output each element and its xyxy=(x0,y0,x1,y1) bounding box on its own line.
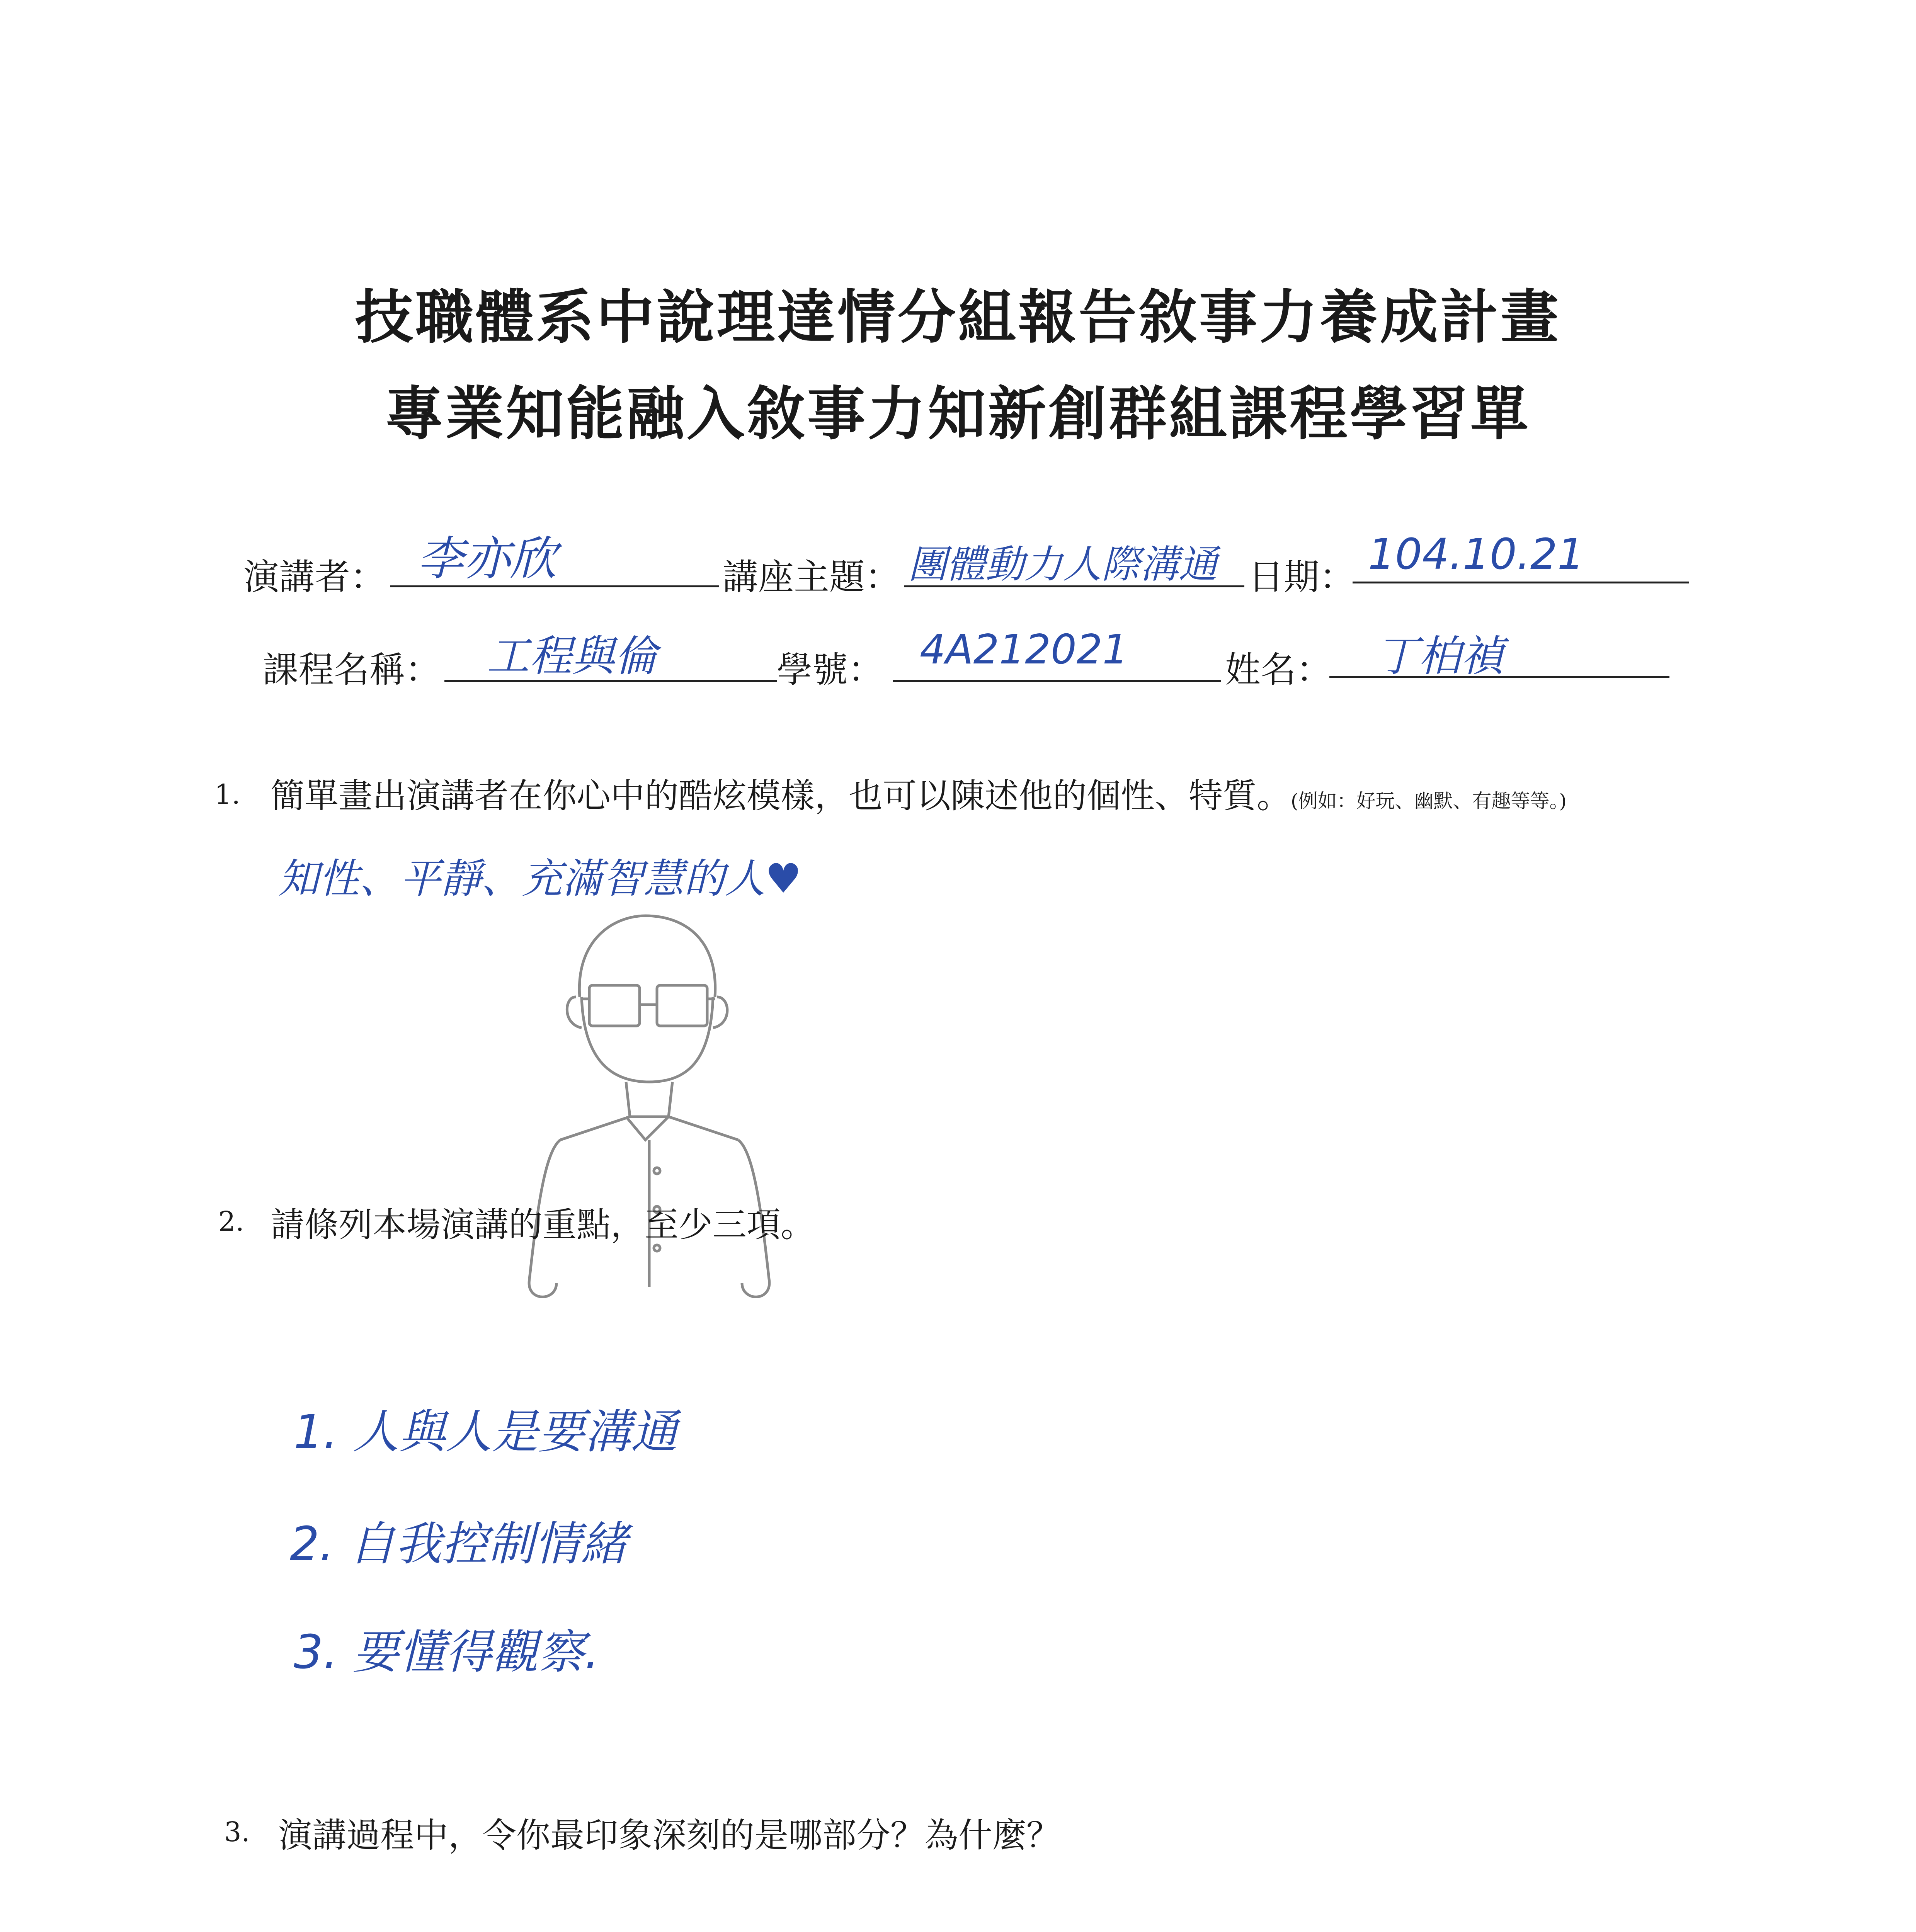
question-2-number: 2. xyxy=(218,1206,244,1237)
topic-value: 團體動力人際溝通 xyxy=(908,542,1217,587)
answer-3-line-1 xyxy=(294,1924,1286,1932)
name-label: 姓名： xyxy=(1225,649,1332,690)
answer-1-text: 知性、平靜、充滿智慧的人♥ xyxy=(278,855,802,902)
course-value: 工程與倫 xyxy=(487,631,657,681)
date-label: 日期： xyxy=(1248,556,1355,598)
course-label: 課程名稱： xyxy=(263,649,441,690)
question-2-text: 請條列本場演講的重點，至少三項。 xyxy=(271,1205,815,1245)
topic-label: 講座主題： xyxy=(723,556,901,598)
date-value: 104.10.21 xyxy=(1368,529,1584,579)
student-id-field-line xyxy=(893,680,1221,682)
speaker-label: 演講者： xyxy=(243,556,386,598)
speaker-value: 李亦欣 xyxy=(417,532,556,586)
date-field-line xyxy=(1353,582,1689,583)
answer-2-point-3: 3. 要懂得觀察. xyxy=(294,1626,599,1679)
name-value: 丁柏禎 xyxy=(1376,631,1503,681)
student-id-label: 學號： xyxy=(777,649,884,690)
answer-2-point-2: 2. 自我控制情緒 xyxy=(290,1517,627,1571)
question-1-number: 1. xyxy=(214,779,240,810)
question-3-number: 3. xyxy=(224,1816,250,1848)
student-id-value: 4A212021 xyxy=(920,626,1128,673)
question-1-example: (例如：好玩、幽默、有趣等等。) xyxy=(1291,790,1567,812)
answer-2-point-1: 1. 人與人是要溝通 xyxy=(294,1405,677,1459)
question-1-prompt: 簡單畫出演講者在你心中的酷炫模樣，也可以陳述他的個性、特質。 xyxy=(271,776,1291,816)
doc-title-line1: 技職體系中說理達情分組報告敘事力養成計畫 xyxy=(355,283,1561,351)
doc-title-line2: 專業知能融入敘事力知新創群組課程學習單 xyxy=(385,380,1531,448)
question-3-text: 演講過程中，令你最印象深刻的是哪部分？為什麼？ xyxy=(278,1815,1061,1855)
question-1-text xyxy=(271,769,1567,818)
